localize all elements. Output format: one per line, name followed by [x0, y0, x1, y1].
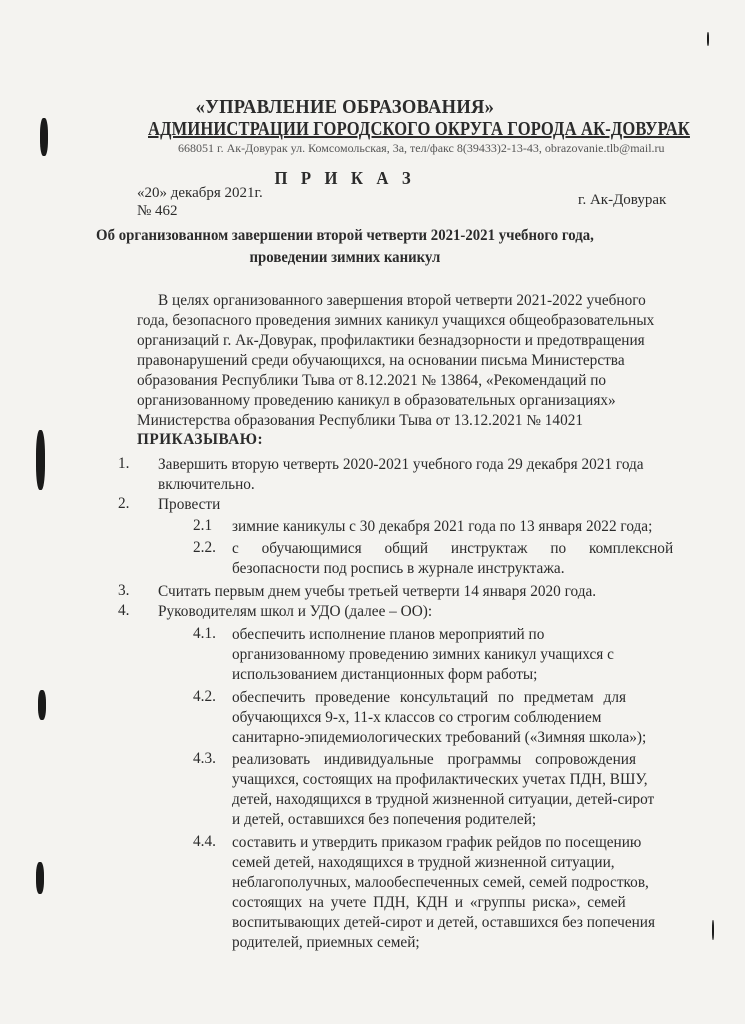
item-number: 4.2.	[193, 688, 216, 705]
doc-subject-line2: проведении зимних каникул	[249, 249, 441, 266]
item-text: использованием дистанционных форм работы;	[232, 666, 538, 683]
org-name-line2: АДМИНИСТРАЦИИ ГОРОДСКОГО ОКРУГА ГОРОДА АК-ДОВУРАК	[148, 118, 690, 140]
scan-mark	[38, 690, 46, 720]
scan-mark	[707, 32, 709, 46]
doc-number: № 462	[137, 203, 178, 219]
item-number: 2.	[118, 495, 130, 512]
item-text: неблагополучных, малообеспеченных семей, семей подростков,	[232, 874, 649, 891]
preamble-line: В целях организованного завершения второй четверти 2021-2022 учебного	[158, 292, 646, 309]
item-text: санитарно-эпидемиологических требований («Зимняя школа»);	[232, 729, 647, 746]
item-text: обеспечить проведение консультаций по предметам для	[232, 689, 626, 706]
item-text: учащихся, состоящих на профилактических учетах ПДН, ВШУ,	[232, 771, 648, 788]
item-text: Руководителям школ и УДО (далее – ОО):	[158, 603, 433, 620]
item-text: состоящих на учете ПДН, КДН и «группы риска», семей	[232, 894, 626, 911]
preamble-line: Министерства образования Республики Тыва от 13.12.2021 № 14021	[137, 412, 584, 429]
item-number: 4.	[118, 602, 130, 619]
item-text: включительно.	[158, 476, 255, 493]
doc-date: «20» декабря 2021г.	[137, 185, 263, 201]
preamble-line: года, безопасного проведения зимних каникул учащихся общеобразовательных	[137, 312, 655, 329]
item-text: детей, находящихся в трудной жизненной ситуации, детей-сирот	[232, 791, 655, 808]
item-text: воспитывающих детей-сирот и детей, оставшихся без попечения	[232, 914, 656, 931]
item-text: зимние каникулы с 30 декабря 2021 года по 13 января 2022 года;	[232, 518, 653, 535]
item-number: 2.2.	[193, 539, 216, 556]
item-number: 1.	[118, 455, 130, 472]
item-text: обучающихся 9-х, 11-х классов со строгим соблюдением	[232, 709, 602, 726]
item-text: Провести	[158, 496, 221, 513]
scan-mark	[36, 862, 44, 894]
item-text: Считать первым днем учебы третьей четверти 14 января 2020 года.	[158, 583, 597, 600]
item-text: и детей, оставшихся без попечения родителей;	[232, 811, 537, 828]
preamble-line: образования Республики Тыва от 8.12.2021 № 13864, «Рекомендаций по	[137, 372, 607, 389]
item-text: реализовать индивидуальные программы сопровождения	[232, 751, 636, 768]
doc-subject-line1: Об организованном завершении второй четверти 2021-2021 учебного года,	[96, 227, 594, 244]
item-text: Завершить вторую четверть 2020-2021 учебного года 29 декабря 2021 года	[158, 456, 644, 473]
item-number: 2.1	[193, 517, 213, 534]
item-text: обеспечить исполнение планов мероприятий по	[232, 626, 545, 643]
item-text: безопасности под роспись в журнале инструктажа.	[232, 560, 565, 577]
scan-mark	[40, 118, 48, 156]
item-text: семей детей, находящихся в трудной жизненной ситуации,	[232, 854, 615, 871]
preamble-line: организаций г. Ак-Довурак, профилактики безнадзорности и предотвращения	[137, 332, 645, 349]
item-text: с обучающимися общий инструктаж по комплексной	[232, 540, 674, 557]
scan-mark	[712, 920, 714, 940]
item-number: 4.4.	[193, 833, 216, 850]
preamble-line: организованному проведению каникул в образовательных организациях»	[137, 392, 616, 409]
item-number: 3.	[118, 582, 130, 599]
item-number: 4.3.	[193, 750, 216, 767]
prikazyvayu-heading: ПРИКАЗЫВАЮ:	[137, 431, 264, 448]
scan-mark	[36, 430, 45, 490]
doc-title: П Р И К А З	[274, 168, 416, 188]
item-text: организованному проведению зимних каникул учащихся с	[232, 646, 614, 663]
item-text: родителей, приемных семей;	[232, 934, 420, 951]
doc-city: г. Ак-Довурак	[578, 192, 667, 208]
org-address: 668051 г. Ак-Довурак ул. Комсомольская, 3а, тел/факс 8(39433)2-13-43, obrazovanie.tlb@mail.ru	[178, 141, 665, 155]
org-name-line1: «УПРАВЛЕНИЕ ОБРАЗОВАНИЯ»	[195, 96, 495, 118]
item-text: составить и утвердить приказом график рейдов по посещению	[232, 834, 642, 851]
item-number: 4.1.	[193, 625, 216, 642]
preamble-line: правонарушений среди обучающихся, на основании письма Министерства	[137, 352, 625, 369]
